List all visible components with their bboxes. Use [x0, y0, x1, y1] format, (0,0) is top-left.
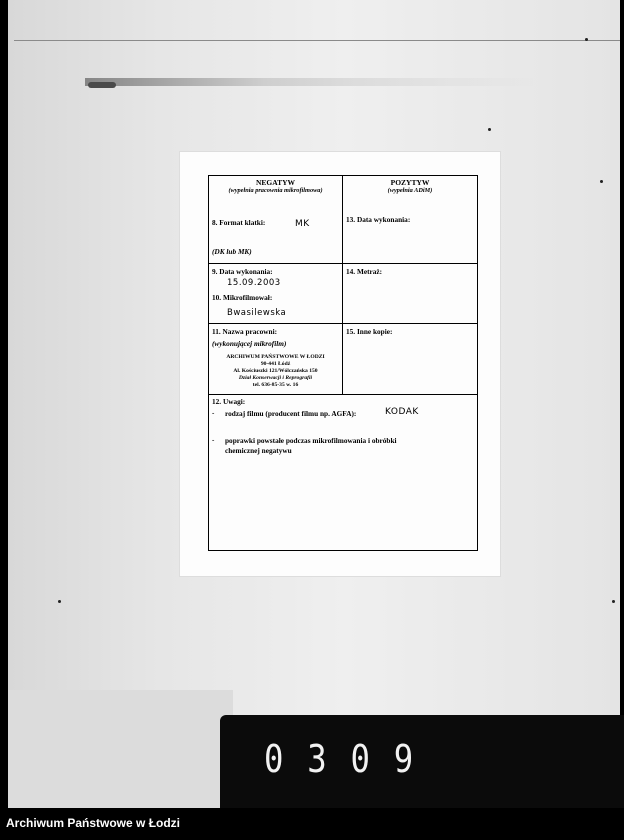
workshop-subtitle: (wykonującej mikrofilm) [212, 339, 287, 348]
speck [612, 600, 615, 603]
notes-label: 12. Uwagi: [212, 397, 246, 406]
footer-credit: Archiwum Państwowe w Łodzi [6, 816, 181, 830]
positive-title: POZYTYW [390, 178, 430, 187]
stamp-line: 90-441 Łódź [260, 361, 291, 367]
date-value: 15.09.2003 [227, 278, 281, 288]
speck [600, 180, 603, 183]
format-label: 8. Format klatki: [212, 218, 266, 227]
corrections-note-line1: poprawki powstałe podczas mikrofilmowania i obróbki [225, 436, 397, 445]
smudge-spot [88, 82, 116, 88]
smudge-mark [85, 78, 535, 86]
film-type-note: rodzaj filmu (producent filmu np. AGFA): [225, 409, 357, 418]
row-divider [209, 394, 477, 395]
negative-subtitle: (wypełnia pracownia mikrofilmowa) [228, 187, 323, 194]
microfilm-form [208, 175, 478, 551]
format-note: (DK lub MK) [212, 247, 252, 256]
film-type-value: KODAK [385, 407, 419, 417]
lower-sheet-edge [8, 690, 233, 808]
column-divider [342, 176, 343, 395]
bullet: - [212, 409, 215, 417]
format-value: MK [295, 219, 310, 229]
negative-header [209, 178, 342, 194]
archive-stamp [209, 354, 342, 389]
frame-counter: 0309 [264, 737, 437, 781]
corrections-note-line2: chemicznej negatywu [225, 446, 292, 455]
bullet: - [212, 436, 215, 444]
filmed-by-value: Bwasilewska [227, 308, 287, 318]
workshop-label: 11. Nazwa pracowni: [212, 327, 278, 336]
speck [58, 600, 61, 603]
row-divider [209, 323, 477, 324]
speck [585, 38, 588, 41]
stamp-line: ARCHIWUM PAŃSTWOWE W ŁODZI [226, 354, 325, 360]
meter-label: 14. Metraż: [346, 267, 383, 276]
stamp-line: Dział Konserwacji i Reprografii [238, 375, 313, 381]
row-divider [209, 263, 477, 264]
positive-date-label: 13. Data wykonania: [346, 215, 411, 224]
speck [488, 128, 491, 131]
stamp-line: Al. Kościuszki 121/Wólczańska 150 [233, 368, 318, 374]
negative-title: NEGATYW [255, 178, 296, 187]
other-copies-label: 15. Inne kopie: [346, 327, 393, 336]
filmed-by-label: 10. Mikrofilmował: [212, 293, 273, 302]
date-label: 9. Data wykonania: [212, 267, 273, 276]
positive-header [343, 178, 477, 194]
sheet-fold-line [14, 40, 620, 41]
positive-subtitle: (wypełnia ADiM) [387, 187, 433, 194]
stamp-line: tel. 636-85-35 w. 16 [252, 382, 299, 388]
